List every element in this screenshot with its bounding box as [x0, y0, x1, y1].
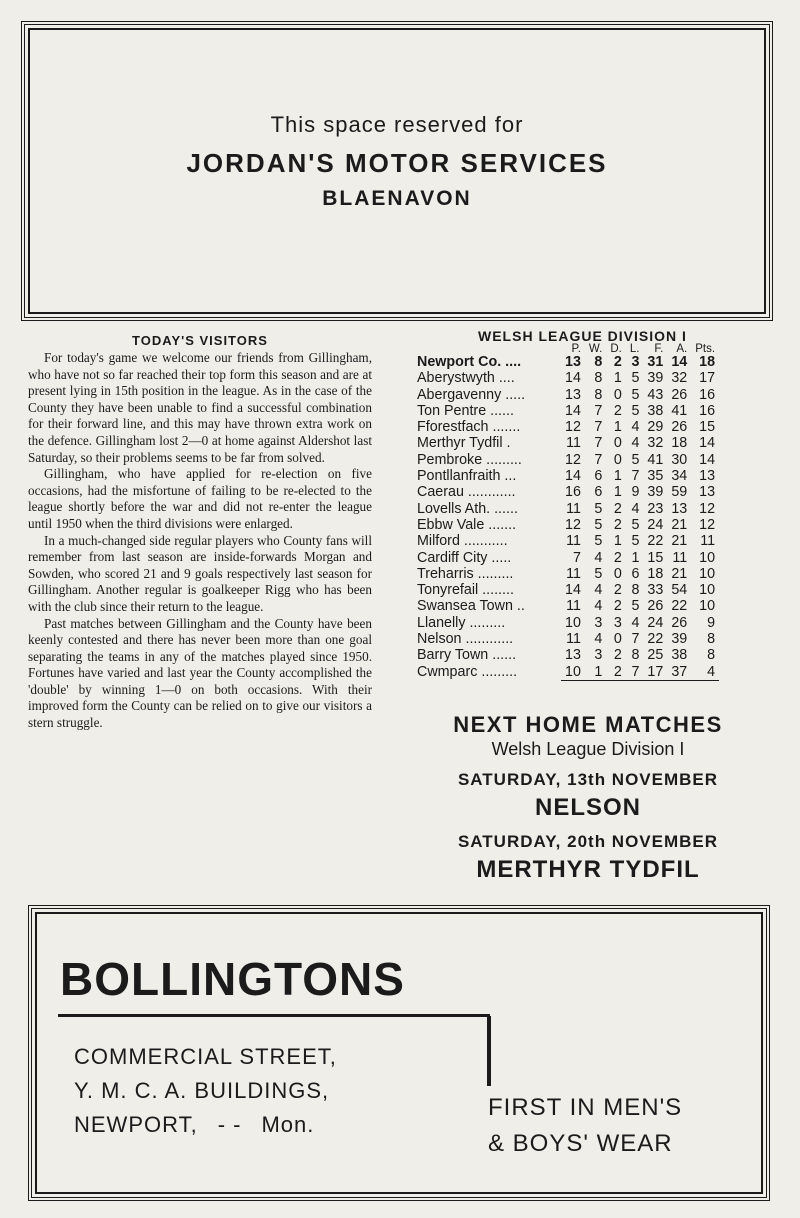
- league-cell-p: 12: [565, 451, 581, 468]
- slogan-line-1: FIRST IN MEN'S: [488, 1094, 683, 1121]
- league-cell-l: 6: [631, 565, 640, 582]
- league-cell-w: 5: [594, 533, 603, 550]
- league-cell-d: 1: [613, 419, 622, 436]
- league-cell-pts: 8: [707, 631, 716, 648]
- league-row: [414, 452, 719, 468]
- league-cell-f: 33: [647, 582, 664, 599]
- next-matches-subtitle: Welsh League Division I: [491, 739, 685, 759]
- league-cell-d: 2: [613, 549, 622, 566]
- league-cell-w: 4: [594, 631, 603, 648]
- league-cell-pts: 4: [691, 664, 719, 681]
- col-drawn: D.: [610, 343, 622, 355]
- article-paragraph-4: Past matches between Gillingham and the County have been keenly contested and there has never been more than one goal separating the teams in any of the matches played since 1950. Fortunes have varied and last year the County accomplished the 'double' by winning 1—0 on both occasions. With their improved form the County can be relied on to give our visitors a stern struggle.: [28, 615, 372, 731]
- league-table: [414, 344, 719, 681]
- col-played: P.: [571, 343, 581, 355]
- league-row: [414, 517, 719, 533]
- article-paragraph-3: In a much-changed side regular players who County fans will remember from last season are inside-forwards Morgan and Sowden, who scored 21 and 9 goals respectively last season for Gillingham. Another regular is goalkeeper Rigg who has been with the club since their return to the league.: [28, 532, 372, 614]
- league-cell-l: 4: [631, 435, 640, 452]
- league-cell-w: 4: [594, 549, 603, 566]
- league-team-name: Tonyrefail ........: [417, 582, 514, 599]
- league-row: [414, 370, 719, 386]
- league-cell-f: 39: [647, 484, 664, 501]
- league-cell-f: 24: [647, 516, 664, 533]
- league-cell-a: 30: [671, 451, 688, 468]
- league-team-name: Abergavenny .....: [417, 386, 526, 403]
- league-header-row: [414, 344, 719, 354]
- league-cell-pts: 10: [699, 582, 716, 599]
- league-cell-l: 5: [631, 451, 640, 468]
- league-row: [414, 664, 719, 681]
- match-date-1: SATURDAY, 13th NOVEMBER: [457, 770, 719, 789]
- league-team-name: Milford ...........: [417, 533, 508, 550]
- league-team-name: Barry Town ......: [417, 647, 517, 664]
- address-line-1: COMMERCIAL STREET,: [74, 1044, 337, 1069]
- league-cell-f: 23: [647, 500, 664, 517]
- league-row: [414, 582, 719, 598]
- league-cell-p: 16: [565, 484, 581, 501]
- article-paragraph-2: Gillingham, who have applied for re-election on five occasions, had the misfortune of failing to be re-elected to the league shortly before the war and did not re-enter the league until 1950 when the third divisions were enlarged.: [28, 466, 372, 531]
- league-cell-l: 7: [631, 468, 640, 485]
- league-cell-w: 7: [594, 402, 603, 419]
- league-cell-l: 5: [631, 598, 640, 615]
- league-cell-w: 8: [594, 354, 603, 370]
- league-row: [414, 647, 719, 663]
- league-cell-d: 2: [613, 598, 622, 615]
- bollingtons-rule: [58, 1014, 490, 1017]
- col-lost: L.: [629, 343, 640, 355]
- league-team-name: Newport Co. ....: [417, 354, 522, 370]
- league-cell-p: 11: [566, 435, 581, 452]
- league-cell-l: 7: [626, 664, 644, 681]
- league-cell-a: 26: [671, 614, 688, 631]
- advert-reserved-line: This space reserved for: [270, 112, 524, 137]
- league-cell-l: 4: [631, 500, 640, 517]
- league-row: [414, 501, 719, 517]
- next-home-matches: [418, 712, 758, 884]
- league-cell-w: 5: [594, 500, 603, 517]
- league-cell-p: 7: [572, 549, 581, 566]
- address-line-2: Y. M. C. A. BUILDINGS,: [74, 1078, 330, 1103]
- league-row: [414, 468, 719, 484]
- league-team-name: Swansea Town ..: [417, 598, 525, 615]
- bollingtons-slogan: [488, 1090, 682, 1162]
- league-cell-d: 0: [613, 435, 622, 452]
- league-team-name: Cardiff City .....: [417, 549, 512, 566]
- league-cell-d: 2: [606, 664, 626, 681]
- league-row: [414, 631, 719, 647]
- bollingtons-address: [74, 1040, 337, 1142]
- league-cell-l: 4: [631, 614, 640, 631]
- league-cell-f: 29: [647, 419, 664, 436]
- league-cell-a: 14: [671, 354, 688, 370]
- league-cell-d: 0: [613, 386, 622, 403]
- address-line-3: [74, 1108, 337, 1142]
- league-heading: WELSH LEAGUE DIVISION I: [478, 328, 687, 344]
- league-team-name: Pontllanfraith ...: [417, 468, 517, 485]
- league-cell-d: 3: [613, 614, 622, 631]
- league-cell-l: 8: [631, 582, 640, 599]
- bollingtons-name: BOLLINGTONS: [60, 953, 405, 1005]
- league-cell-a: 21: [671, 565, 688, 582]
- league-cell-pts: 8: [707, 647, 716, 664]
- league-cell-l: 5: [631, 370, 640, 387]
- league-cell-w: 1: [585, 664, 606, 681]
- todays-visitors-article: [28, 333, 372, 732]
- col-for: F.: [654, 343, 664, 355]
- league-cell-d: 1: [613, 533, 622, 550]
- league-cell-d: 2: [613, 647, 622, 664]
- league-cell-f: 31: [647, 354, 664, 370]
- league-cell-p: 11: [566, 500, 581, 517]
- league-cell-d: 0: [613, 451, 622, 468]
- league-cell-d: 1: [613, 468, 622, 485]
- league-cell-w: 8: [594, 386, 603, 403]
- league-cell-w: 8: [594, 370, 603, 387]
- league-cell-p: 14: [565, 370, 581, 387]
- league-cell-a: 21: [671, 533, 688, 550]
- league-row: [414, 403, 719, 419]
- address-county: Mon.: [261, 1112, 315, 1137]
- league-cell-p: 12: [565, 419, 581, 436]
- league-cell-w: 7: [594, 419, 603, 436]
- league-cell-l: 5: [631, 402, 640, 419]
- league-cell-f: 15: [647, 549, 664, 566]
- league-cell-pts: 11: [700, 533, 716, 550]
- advert-company-name: JORDAN'S MOTOR SERVICES: [186, 148, 608, 178]
- league-cell-a: 13: [671, 500, 688, 517]
- league-row: [414, 387, 719, 403]
- league-row: [414, 533, 719, 549]
- league-cell-f: 22: [647, 533, 664, 550]
- league-cell-d: 2: [613, 582, 622, 599]
- league-cell-p: 11: [566, 533, 581, 550]
- league-cell-pts: 13: [699, 484, 716, 501]
- league-cell-w: 6: [594, 484, 603, 501]
- league-row: [414, 354, 719, 370]
- league-cell-w: 7: [594, 451, 603, 468]
- league-cell-l: 1: [631, 549, 640, 566]
- league-team-name: Treharris .........: [417, 565, 514, 582]
- league-cell-l: 5: [631, 533, 640, 550]
- league-row: [414, 615, 719, 631]
- league-cell-pts: 16: [699, 386, 716, 403]
- league-team-name: Nelson ............: [417, 631, 514, 648]
- article-heading: TODAY'S VISITORS: [132, 333, 268, 348]
- league-cell-p: 11: [566, 565, 581, 582]
- league-team-name: Pembroke .........: [417, 451, 522, 468]
- league-cell-l: 3: [631, 354, 640, 370]
- league-cell-a: 41: [671, 402, 688, 419]
- league-cell-f: 38: [647, 402, 664, 419]
- league-cell-d: 2: [613, 516, 622, 533]
- league-team-name: Ebbw Vale .......: [417, 516, 517, 533]
- league-cell-a: 37: [667, 664, 691, 681]
- league-cell-f: 39: [647, 370, 664, 387]
- league-team-name: Ton Pentre ......: [417, 402, 514, 419]
- league-cell-p: 13: [565, 354, 581, 370]
- match-opponent-1: NELSON: [534, 794, 641, 821]
- league-cell-pts: 9: [707, 614, 716, 631]
- league-cell-w: 5: [594, 565, 603, 582]
- league-cell-p: 10: [561, 664, 585, 681]
- league-row: [414, 566, 719, 582]
- col-won: W.: [588, 343, 603, 355]
- league-cell-d: 2: [613, 500, 622, 517]
- league-team-name: Aberystwyth ....: [417, 370, 515, 387]
- league-cell-p: 11: [566, 631, 581, 648]
- league-team-name: Caerau ............: [417, 484, 516, 501]
- league-cell-d: 0: [613, 565, 622, 582]
- league-cell-d: 1: [613, 370, 622, 387]
- slogan-line-2: & BOYS' WEAR: [488, 1130, 673, 1157]
- league-cell-pts: 10: [699, 565, 716, 582]
- league-team-name: Lovells Ath. ......: [417, 500, 518, 517]
- league-team-name: Llanelly .........: [417, 614, 506, 631]
- league-cell-a: 54: [671, 582, 688, 599]
- league-row: [414, 419, 719, 435]
- league-cell-l: 9: [631, 484, 640, 501]
- league-cell-w: 4: [594, 598, 603, 615]
- league-cell-w: 3: [594, 647, 603, 664]
- league-table-section: [414, 328, 782, 681]
- league-cell-l: 8: [631, 647, 640, 664]
- league-cell-f: 26: [647, 598, 664, 615]
- league-row: [414, 435, 719, 451]
- league-cell-f: 41: [647, 451, 664, 468]
- league-cell-pts: 10: [699, 549, 716, 566]
- col-points: Pts.: [695, 343, 716, 355]
- col-against: A.: [676, 343, 688, 355]
- league-cell-f: 32: [647, 435, 664, 452]
- league-cell-a: 38: [671, 647, 688, 664]
- league-cell-l: 4: [631, 419, 640, 436]
- league-cell-a: 22: [671, 598, 688, 615]
- league-cell-d: 2: [613, 354, 622, 370]
- league-row: [414, 484, 719, 500]
- league-cell-p: 10: [565, 614, 581, 631]
- league-cell-pts: 13: [699, 468, 716, 485]
- league-cell-w: 3: [594, 614, 603, 631]
- league-cell-a: 34: [671, 468, 688, 485]
- league-cell-p: 14: [565, 582, 581, 599]
- league-cell-l: 5: [631, 516, 640, 533]
- league-cell-a: 11: [672, 549, 688, 566]
- league-cell-f: 35: [647, 468, 664, 485]
- league-cell-pts: 15: [699, 419, 716, 436]
- advert-town: BLAENAVON: [322, 187, 472, 210]
- league-cell-d: 0: [613, 631, 622, 648]
- league-cell-pts: 17: [699, 370, 716, 387]
- league-cell-a: 26: [671, 419, 688, 436]
- league-cell-pts: 14: [699, 435, 716, 452]
- league-team-name: Cwmparc .........: [417, 663, 518, 680]
- league-row: [414, 550, 719, 566]
- match-opponent-2: MERTHYR TYDFIL: [476, 856, 700, 883]
- jordans-advert: [28, 112, 766, 211]
- league-cell-l: 5: [631, 386, 640, 403]
- address-town: NEWPORT,: [74, 1112, 198, 1137]
- league-cell-p: 13: [565, 386, 581, 403]
- league-cell-w: 4: [594, 582, 603, 599]
- league-cell-a: 59: [671, 484, 688, 501]
- address-dashes: - -: [217, 1112, 242, 1137]
- league-cell-a: 21: [671, 516, 688, 533]
- league-cell-pts: 10: [699, 598, 716, 615]
- league-cell-a: 39: [671, 631, 688, 648]
- league-cell-pts: 12: [699, 516, 716, 533]
- league-cell-a: 18: [671, 435, 688, 452]
- article-paragraph-1: For today's game we welcome our friends from Gillingham, who have not so far reached their top form this season and are at present lying in 15th position in the league. As in the case of the County they have been unable to find a successful combination for their forward line, and this may have thrown extra work on the defence. Gillingham lost 2—0 at home against Aldershot last Saturday, so their problems seems to be far from solved.: [28, 350, 372, 465]
- league-cell-pts: 18: [699, 354, 716, 370]
- league-team-name: Fforestfach .......: [417, 419, 521, 436]
- league-cell-p: 14: [565, 402, 581, 419]
- league-cell-f: 43: [647, 386, 664, 403]
- next-matches-title: NEXT HOME MATCHES: [453, 712, 723, 737]
- bollingtons-vertical-rule: [487, 1016, 491, 1086]
- league-team-name: Merthyr Tydfil .: [417, 435, 511, 452]
- match-date-2: SATURDAY, 20th NOVEMBER: [457, 832, 719, 851]
- league-cell-p: 11: [566, 598, 581, 615]
- league-cell-pts: 14: [699, 451, 716, 468]
- league-cell-f: 22: [647, 631, 664, 648]
- league-cell-d: 1: [613, 484, 622, 501]
- league-cell-a: 32: [671, 370, 688, 387]
- league-cell-f: 17: [643, 664, 667, 681]
- league-cell-w: 5: [594, 516, 603, 533]
- league-cell-w: 7: [594, 435, 603, 452]
- league-cell-p: 14: [565, 468, 581, 485]
- league-cell-l: 7: [631, 631, 640, 648]
- league-cell-p: 12: [565, 516, 581, 533]
- league-cell-pts: 16: [699, 402, 716, 419]
- league-cell-w: 6: [594, 468, 603, 485]
- league-cell-f: 25: [647, 647, 664, 664]
- league-cell-pts: 12: [699, 500, 716, 517]
- league-row: [414, 598, 719, 614]
- league-cell-f: 18: [647, 565, 664, 582]
- league-cell-a: 26: [671, 386, 688, 403]
- league-cell-f: 24: [647, 614, 664, 631]
- league-cell-d: 2: [613, 402, 622, 419]
- league-cell-p: 13: [565, 647, 581, 664]
